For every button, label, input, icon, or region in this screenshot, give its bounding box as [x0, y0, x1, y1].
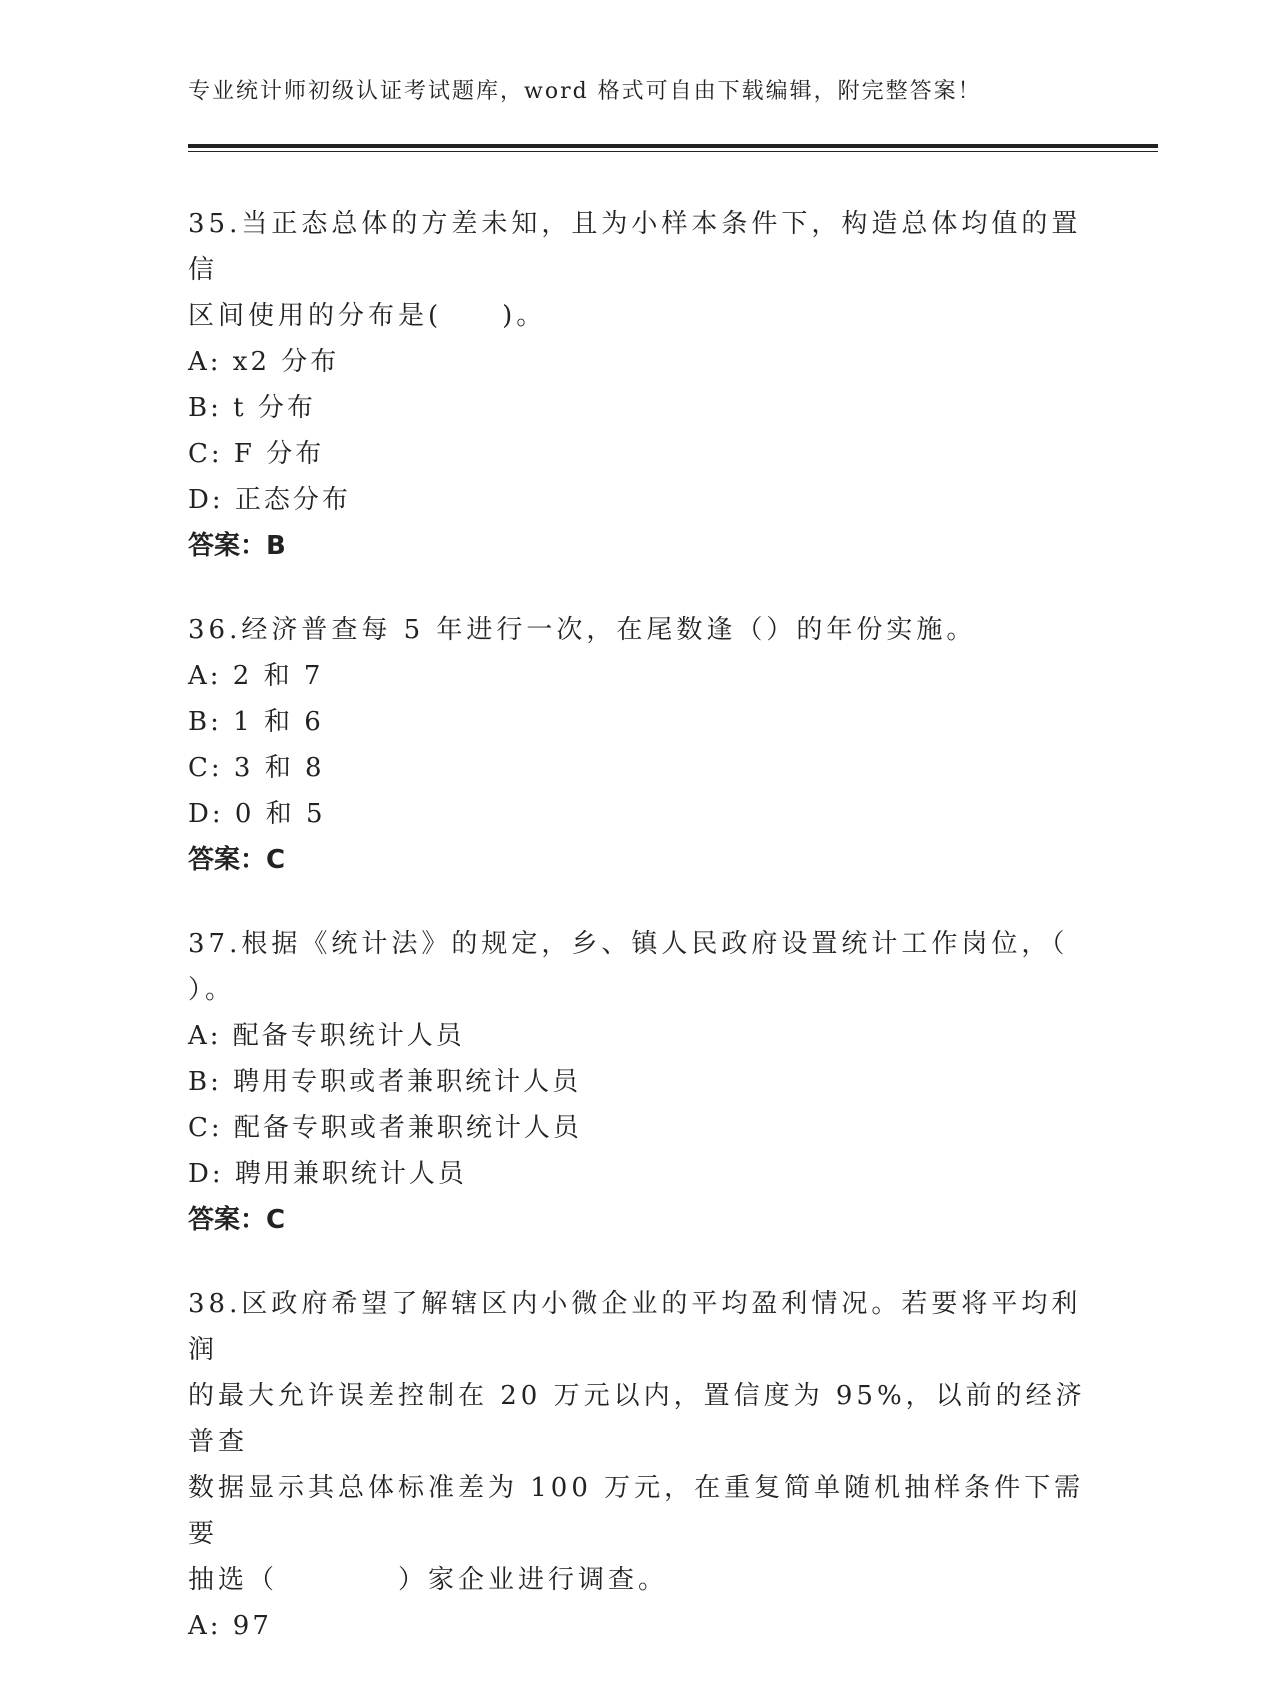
question-block: [188, 1281, 1088, 1649]
answer-option: B: 1 和 6: [188, 707, 324, 737]
header-rule-thin: [188, 151, 1158, 152]
answer-key: 答案：B: [188, 531, 286, 561]
answer-option: B: 聘用专职或者兼职统计人员: [188, 1067, 582, 1097]
answer-option: A: 97: [188, 1611, 272, 1641]
page-header: 专业统计师初级认证考试题库，word 格式可自由下载编辑，附完整答案！: [188, 79, 982, 104]
question-stem-line: ）。: [188, 975, 236, 1005]
question-block: [188, 201, 1088, 569]
answer-option: C: 3 和 8: [188, 753, 325, 783]
question-stem-line: 区间使用的分布是( )。: [188, 301, 547, 331]
answer-option: D: 聘用兼职统计人员: [188, 1159, 467, 1189]
answer-option: A: 配备专职统计人员: [188, 1021, 465, 1051]
question-block: [188, 921, 1088, 1243]
answer-option: A: 2 和 7: [188, 661, 324, 691]
question-list: [188, 201, 1088, 1687]
question-stem-line: 的最大允许误差控制在 20 万元以内，置信度为 95%，以前的经济普查: [188, 1381, 1086, 1457]
answer-option: C: F 分布: [188, 439, 325, 469]
question-stem-line: 抽选（ ）家企业进行调查。: [188, 1565, 669, 1595]
answer-option: B: t 分布: [188, 393, 316, 423]
answer-option: A: x2 分布: [188, 347, 340, 377]
question-stem-line: 数据显示其总体标准差为 100 万元，在重复简单随机抽样条件下需要: [188, 1473, 1085, 1549]
answer-option: D: 0 和 5: [188, 799, 326, 829]
question-stem-line: 35.当正态总体的方差未知，且为小样本条件下，构造总体均值的置信: [188, 209, 1082, 285]
answer-key: 答案：C: [188, 845, 286, 875]
question-block: [188, 607, 1088, 883]
header-rule-thick: [188, 144, 1158, 148]
answer-option: D: 正态分布: [188, 485, 351, 515]
question-stem-line: 36.经济普查每 5 年进行一次，在尾数逢（）的年份实施。: [188, 615, 977, 645]
answer-key: 答案：C: [188, 1205, 286, 1235]
question-stem-line: 38.区政府希望了解辖区内小微企业的平均盈利情况。若要将平均利润: [188, 1289, 1082, 1365]
answer-option: C: 配备专职或者兼职统计人员: [188, 1113, 582, 1143]
question-stem-line: 37.根据《统计法》的规定，乡、镇人民政府设置统计工作岗位，（: [188, 929, 1069, 959]
